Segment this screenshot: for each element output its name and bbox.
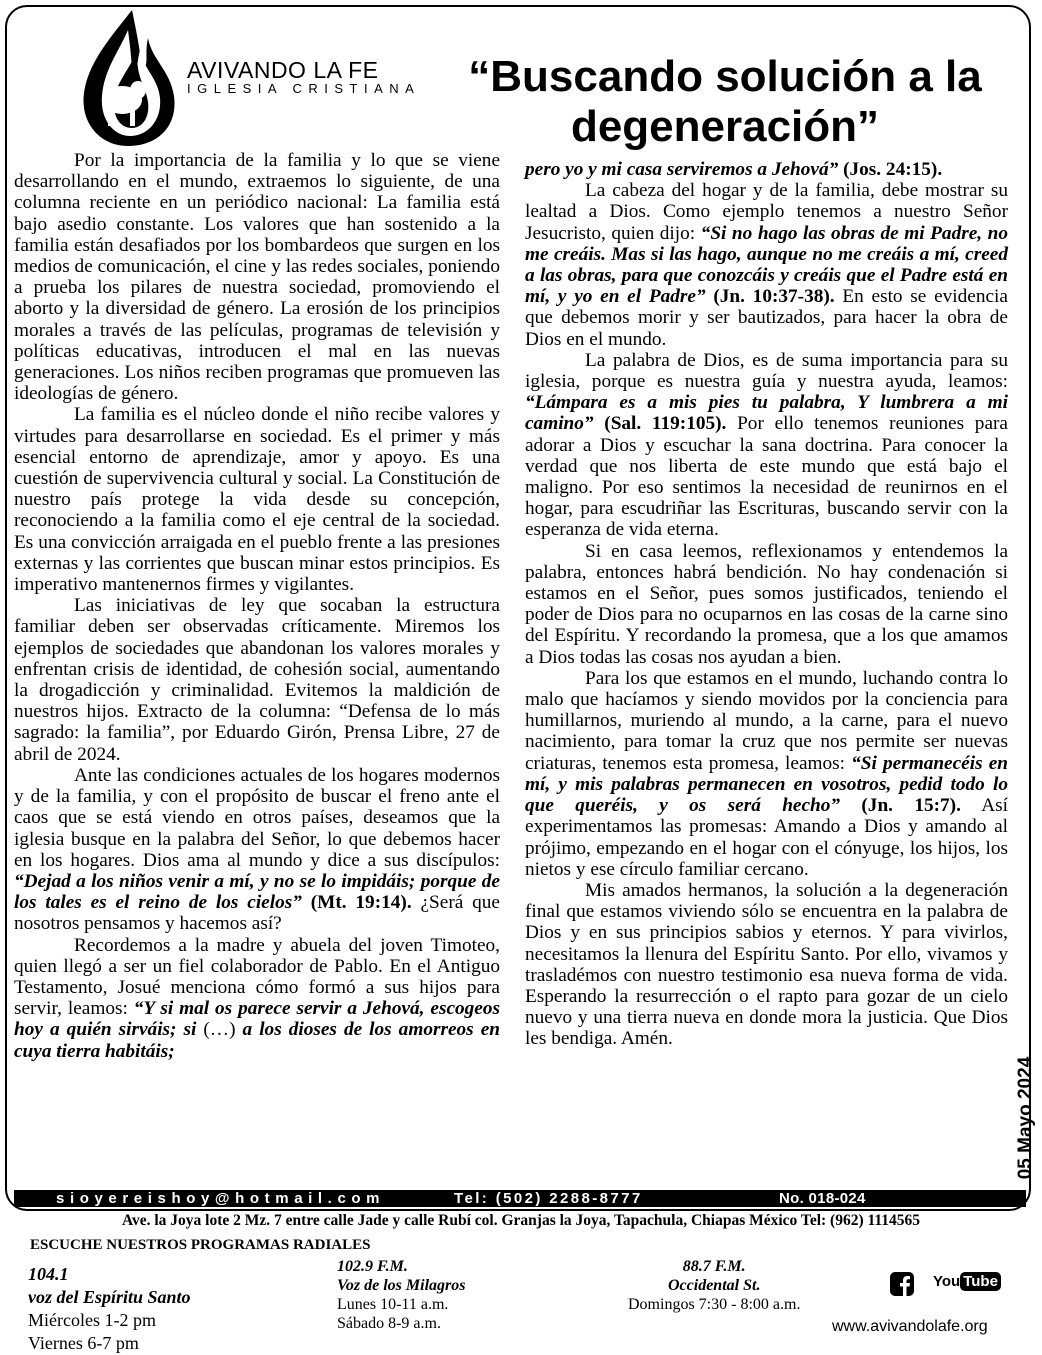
title-line-2: degeneración” [570,102,880,151]
bible-quote: “Dejad a los niños venir a mí, y no se lo impidáis; porque de los tales es el reino de los cielos” [14,870,500,914]
ellipsis: (…) [196,1019,243,1041]
paragraph-text: Ante las condiciones actuales de los hogares modernos y de la familia, y con el propósito de buscar el freno ante el caos que se está viendo en otros países, deseamos que la iglesia busque en la palabra del Señor, lo que debemos hacer en los hogares. Dios ama al mundo y dice a sus discípulos: [14,764,500,871]
paragraph: Las iniciativas de ley que socaban la estructura familiar deben ser observadas críticamente. Miremos los ejemplos de sociedades que abandonan los valores morales y enfrentan crisis de identidad, de cohesión social, aumentando la drogadicción y criminalidad. Evitemos la maldición de nuestros hijos. Extracto de la columna: “Defensa de lo más sagrado: la familia”, por Eduardo Girón, Prensa Libre, 27 de abril de 2024. [14,595,500,765]
paragraph-text: La palabra de Dios, es de suma importancia para su iglesia, porque es nuestra guía y nuestra ayuda, leamos: [525,349,1008,393]
bible-reference: (Jn. 15:7). [840,795,961,817]
paragraph: Por la importancia de la familia y lo que se viene desarrollando en el mundo, extraemos lo siguiente, de una columna reciente en un periódico nacional: La familia está bajo asedio constante. Los valores que han sostenido a la familia están desafiados por los bombardeos que surgen en los medios de comunicación, el cine y las redes sociales, poniendo a prueba los pilares de nuestra sociedad, promoviendo el aborto y la diversidad de género. La erosión de los principios morales a través de las películas, programas de televisión y políticas educativas, introducen el mal en las nuevas generaciones. Los niños reciben programas que promueven las ideologías de género. [14,150,500,405]
facebook-icon[interactable] [890,1272,914,1296]
paragraph [525,159,1008,180]
bible-quote: “Si no hago las obras de mi Padre, no me creáis. Mas si las hago, aunque no me creáis a mí, creed a las obras, para que conozcáis y creáis que el Padre está en mí, y yo en el Padre” [525,222,1008,308]
bible-reference: (Jos. 24:15). [838,159,943,180]
bible-quote: “Y si mal os parece servir a Jehová, escogeos hoy a quién sirváis; si [14,998,500,1041]
bible-quote: “Lámpara es a mis pies tu palabra, Y lumbrera a mi camino” [525,392,1008,435]
radio-program [628,1257,800,1314]
bible-reference: (Sal. 119:105). [593,413,727,435]
bible-reference: (Jn. 10:37-38). [705,286,835,308]
radio-schedule: Miércoles 1-2 pm [28,1310,156,1330]
issue-number: No. 018-024 [779,1190,866,1207]
paragraph-text: En esto se evidencia que debemos morir y ser bautizados, para hacer la obra de Dios en el mundo. [525,286,1008,350]
paragraph [14,935,500,1062]
paragraph-text: Por ello tenemos reuniones para adorar a Dios y escuchar la sana doctrina. Para conocer la verdad que nos liberta de este mundo que está bajo el maligno. Por eso sentimos la necesidad de reunirnos en el hogar, para escudriñar las Escrituras, buscando servir con la esperanza de vida eterna. [525,413,1008,541]
flame-lamb-logo-icon [70,8,185,148]
left-column [14,150,500,1062]
bible-quote: a los dioses de los amorreos en cuya tierra habitáis; [14,1019,500,1062]
radio-program [28,1263,191,1355]
radio-station: Voz de los Milagros [337,1277,466,1294]
paragraph: Si en casa leemos, reflexionamos y entendemos la palabra, entonces habrá bendición. No hay condenación si estamos en el Señor, pues somos justificados, teniendo el poder de Dios para no ocuparnos en las cosas de la carne sino del Espíritu. Y recordando la promesa, que a los que amamos a Dios todas las cosas nos ayudan a bien. [525,540,1008,668]
right-column [525,159,1008,1050]
bible-quote: pero yo y mi casa serviremos a Jehová” [525,159,839,180]
paragraph-text: La cabeza del hogar y de la familia, debe mostrar su lealtad a Dios. Como ejemplo tenemos a nuestro Señor Jesucristo, quien dijo: [525,180,1008,244]
title-line-1: “Buscando solución a la [468,52,982,101]
date-text: 05 Mayo 2024 [1015,1056,1036,1180]
paragraph: Mis amados hermanos, la solución a la degeneración final que estamos viviendo sólo se encuentra en la palabra de Dios y en sus principios sabios y eternos. Y para vivirlos, necesitamos la llenura del Espíritu Santo. Por ello, vivamos y trasladémos con nuestro testimonio esa nueva forma de vida. Esperando la resurrección o el rapto para gozar de un cielo nuevo y una tierra nueva en donde mora la justicia. Que Dios les bendiga. Amén. [525,879,1008,1050]
website-link[interactable]: www.avivandolafe.org [832,1318,988,1335]
radio-frequency: 104.1 [28,1264,69,1284]
youtube-icon[interactable] [933,1272,1001,1292]
youtube-tube: Tube [960,1272,1001,1291]
radio-program [337,1257,465,1333]
address: Ave. la Joya lote 2 Mz. 7 entre calle Jade y calle Rubí col. Granjas la Joya, Tapachula, Chiapas México Tel: (962) 1114565 [121,1212,921,1229]
youtube-you: You [933,1273,961,1290]
paragraph-text: Para los que estamos en el mundo, luchando contra lo malo que hacíamos y siendo movidos por la conciencia para humillarnos, muriendo al mundo, a la carne, para el nuevo nacimiento, para tomar la cruz que nos permite ser nuevas criaturas, tenemos esta promesa, leamos: [525,667,1008,774]
paragraph [14,765,500,935]
paragraph [525,350,1008,541]
bible-quote: “Si permanecéis en mí, y mis palabras permanecen en vosotros, pedid todo lo que queréis, y os será hecho” [525,752,1008,817]
paragraph [525,180,1008,350]
contact-bar [14,1190,1026,1207]
radio-frequency: 102.9 F.M. [337,1258,408,1275]
brand-subtitle: IGLESIA CRISTIANA [187,81,421,96]
paragraph [525,668,1008,880]
radio-schedule: Sábado 8-9 a.m. [337,1315,441,1332]
radio-schedule: Lunes 10-11 a.m. [337,1296,449,1313]
paragraph-text: Así experimentamos las promesas: Amando a Dios y amando al prójimo, empezando en el hogar con el cónyuge, los hijos, los nietos y ese círculo familiar cercano. [525,795,1008,880]
radio-schedule: Domingos 7:30 - 8:00 a.m. [628,1296,801,1313]
email-link[interactable]: sioyereishoy@hotmail.com [56,1190,386,1207]
radios-heading: ESCUCHE NUESTROS PROGRAMAS RADIALES [30,1237,371,1253]
radio-station: voz del Espíritu Santo [28,1287,191,1307]
phone-number: Tel: (502) 2288-8777 [454,1190,643,1207]
page-title [430,52,1020,152]
brand-name: AVIVANDO LA FE [187,57,379,83]
radio-station: Occidental St. [668,1277,761,1294]
brand [187,58,420,96]
paragraph-text: Recordemos a la madre y abuela del joven Timoteo, quien llegó a ser un fiel colaborador de Pablo. En el Antiguo Testamento, Josué menciona cómo formó a sus hijos para servir, leamos: [14,934,500,1020]
radio-schedule: Viernes 6-7 pm [28,1333,139,1353]
paragraph: La familia es el núcleo donde el niño recibe valores y virtudes para desarrollarse en sociedad. Es el primer y más esencial entorno de aprendizaje, amor y apoyo. Es una cuestión de supervivencia cultural y social. La Constitución de nuestro país protege la vida desde su concepción, reconociendo a la familia como el eje central de la sociedad. Es una convicción arraigada en el pueblo frente a las presiones externas y las corrientes que buscan minar estos principios. Es imperativo mantenernos firmes y vigilantes. [14,404,500,596]
bible-reference: (Mt. 19:14). [301,892,412,914]
paragraph-text: ¿Será que nosotros pensamos y hacemos así? [14,892,500,935]
radio-frequency: 88.7 F.M. [682,1258,746,1275]
date-vertical [1013,1050,1039,1186]
